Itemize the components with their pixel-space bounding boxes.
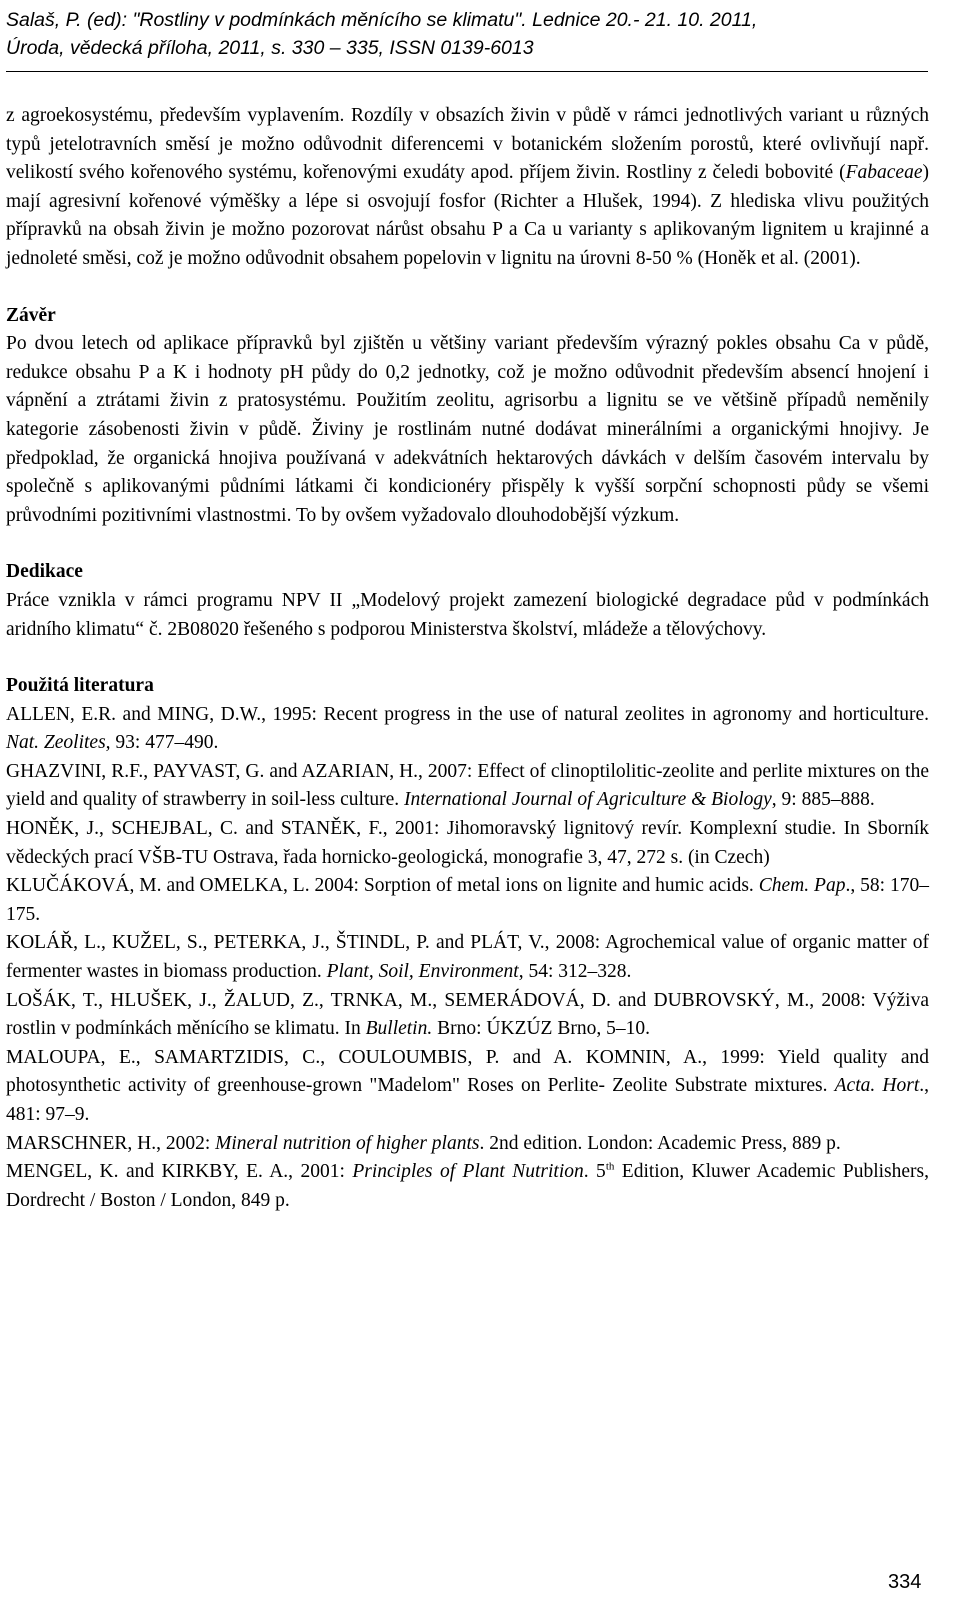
reference-text: GHAZVINI, R.F., PAYVAST, G. and AZARIAN, H., 2007: Effect of clinoptilolitic-zeolite and perlite mixtures on the yield and quality of strawberry in soil-less culture.: [6, 760, 929, 811]
reference-italic: Plant, Soil, Environment: [326, 961, 519, 983]
header-line-1: Salaš, P. (ed): "Rostliny v podmínkách měnícího se klimatu". Lednice 20.- 21. 10. 2011,: [6, 9, 758, 31]
reference-item: [6, 987, 929, 1044]
spacer: [6, 530, 929, 558]
reference-text: Edition, Kluwer Academic Publishers, Dordrecht / Boston / London, 849 p.: [6, 1161, 929, 1211]
reference-superscript: th: [605, 1160, 615, 1173]
intro-paragraph: [6, 102, 929, 274]
reference-text: ., 58: 170–175.: [6, 875, 930, 925]
reference-text: MENGEL, K. and KIRKBY, E. A., 2001:: [6, 1161, 353, 1183]
reference-text: MALOUPA, E., SAMARTZIDIS, C., COULOUMBIS, P. and A. KOMNIN, A., 1999: Yield quality and photosynthetic activity of greenhouse-grown "Madelom" Roses on Perlite- Zeolite Substrate mixtures.: [6, 1046, 929, 1097]
reference-italic: Principles of Plant Nutrition: [352, 1161, 584, 1183]
reference-text: , 9: 885–888.: [771, 789, 875, 811]
reference-text: ALLEN, E.R. and MING, D.W., 1995: Recent progress in the use of natural zeolites in agronomy and horticulture.: [6, 703, 929, 725]
reference-italic: Mineral nutrition of higher plants: [215, 1132, 480, 1154]
reference-item: [6, 929, 929, 986]
reference-item: [6, 872, 929, 929]
body-text: [6, 102, 929, 1215]
reference-italic: Chem. Pap: [758, 875, 846, 897]
reference-item: [6, 1044, 929, 1130]
conclusion-heading: Závěr: [6, 304, 56, 326]
intro-text-1: z agroekosystému, především vyplavením. Rozdíly v obsazích živin v půdě v rámci jednotlivých variant u různých typů jetelotravních směsí je možno odůvodnit diferencemi v botanickém složením porostů, které ovlivňují např. velikostí svého kořenového systému, kořenovými exudáty apod. příjem živin. Rostliny z čeledi bobovité (: [6, 105, 929, 184]
reference-text: 93: 477–490.: [110, 732, 219, 754]
conclusion-paragraph: Po dvou letech od aplikace přípravků byl zjištěn u většiny variant především výrazný pokles obsahu Ca v půdě, redukce obsahu P a K i hodnoty pH půdy do 0,2 jednotky, což je možno odůvodnit především absencí hnojení i vápnění a ztrátami živin z pratosystému. Použitím zeolitu, agrisorbu a lignitu se ve většině případů neměnily kategorie zásobenosti živin v půdě. Živiny je rostlinám nutné dodávat minerálními a organickými hnojivy. Je předpoklad, že organická hnojiva používaná v adekvátních hektarových dávkách v delším časovém intervalu by společně s aplikovanými půdními látkami či kondicionéry přispěly k vyšší sorpční schopnosti půdy se všemi průvodními pozitivními vlastnostmi. To by ovšem vyžadovalo dlouhodobější výzkum.: [6, 333, 929, 526]
intro-italic-taxon: Fabaceae: [845, 162, 923, 184]
reference-text: KLUČÁKOVÁ, M. and OMELKA, L. 2004: Sorption of metal ions on lignite and humic acids.: [6, 875, 759, 897]
header-rule: [6, 71, 928, 72]
intro-text-2: ) mají agresivní kořenové výměšky a lépe si osvojují fosfor (Richter a Hlušek, 1994). Z hlediska vlivu použitých přípravků na obsah živin je možno pozorovat nárůst obsahu P a Ca u varianty s aplikovaným lignitem u krajinné a jednoleté směsi, což je možno odůvodnit obsahem popelovin v lignitu na úrovni 8-50 % (Honěk et al. (2001).: [6, 162, 929, 269]
reference-item: [6, 815, 929, 872]
spacer: [6, 274, 929, 302]
page-number: 334: [888, 1571, 922, 1593]
reference-text: . 2nd edition. London: Academic Press, 889 p.: [479, 1132, 841, 1154]
reference-text: . 5: [583, 1161, 606, 1183]
reference-italic: International Journal of Agriculture & Biology: [404, 789, 772, 811]
reference-text: LOŠÁK, T., HLUŠEK, J., ŽALUD, Z., TRNKA, M., SEMERÁDOVÁ, D. and DUBROVSKÝ, M., 2008: Výživa rostlin v podmínkách měnícího se klimatu. In: [6, 989, 929, 1040]
reference-italic: Nat. Zeolites,: [6, 732, 111, 754]
literature-heading: Použitá literatura: [6, 675, 154, 697]
reference-item: [6, 1158, 929, 1215]
reference-text: Brno: ÚKZÚZ Brno, 5–10.: [432, 1018, 650, 1040]
running-header: [6, 6, 946, 62]
reference-list: [6, 701, 929, 1159]
reference-text: HONĚK, J., SCHEJBAL, C. and STANĚK, F., 2001: Jihomoravský lignitový revír. Komplexní studie. In Sborník vědeckých prací VŠB-TU Ostrava, řada hornicko-geologická, monografie 3, 47, 272 s. (in Czech): [6, 818, 929, 868]
reference-italic: Acta. Hort: [834, 1075, 920, 1097]
reference-text: ., 481: 97–9.: [6, 1075, 929, 1125]
reference-text: , 54: 312–328.: [518, 961, 632, 983]
reference-text: MARSCHNER, H., 2002:: [6, 1132, 216, 1154]
dedication-paragraph: Práce vznikla v rámci programu NPV II „Modelový projekt zamezení biologické degradace půd v podmínkách aridního klimatu“ č. 2B08020 řešeného s podporou Ministerstva školství, mládeže a tělovýchovy.: [6, 589, 929, 640]
dedication-heading: Dedikace: [6, 561, 83, 583]
reference-italic: Bulletin.: [365, 1018, 433, 1040]
reference-item: [6, 1130, 929, 1159]
header-line-2: Úroda, vědecká příloha, 2011, s. 330 – 335, ISSN 0139-6013: [6, 37, 534, 59]
reference-text: KOLÁŘ, L., KUŽEL, S., PETERKA, J., ŠTINDL, P. and PLÁT, V., 2008: Agrochemical value of organic matter of fermenter wastes in biomass production.: [6, 932, 929, 983]
reference-item: [6, 701, 929, 758]
reference-item: [6, 758, 929, 815]
spacer: [6, 644, 929, 672]
